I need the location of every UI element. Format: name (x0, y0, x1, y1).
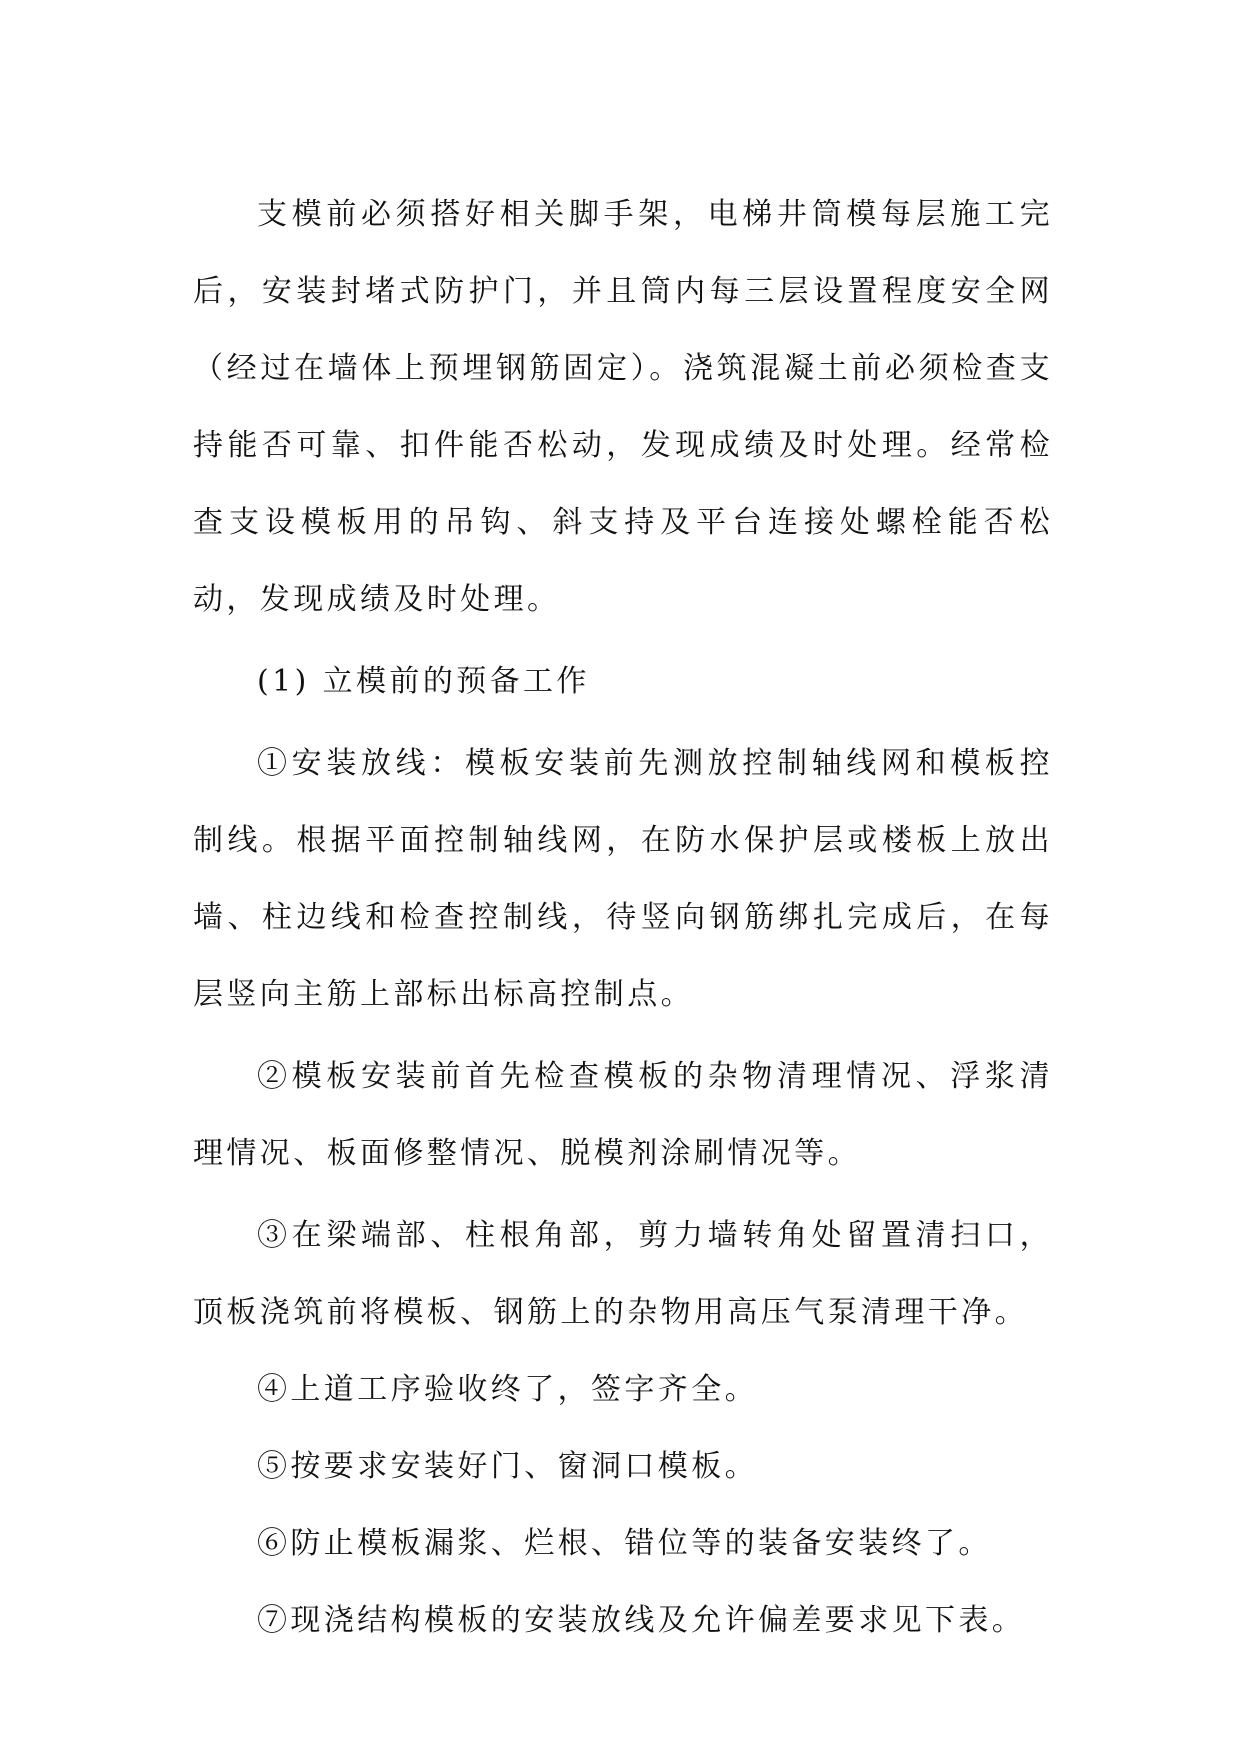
list-item-2: ②模板安装前首先检查模板的杂物清理情况、浮浆清理情况、板面修整情况、脱模剂涂刷情况等。 (193, 1059, 1053, 1171)
list-item-5: ⑤按要求安装好门、窗洞口模板。 (257, 1449, 758, 1484)
list-item-3: ③在梁端部、柱根角部，剪力墙转角处留置清扫口，顶板浇筑前将模板、钢筋上的杂物用高压气泵清理干净。 (193, 1218, 1053, 1330)
paragraph-formwork-safety: 支模前必须搭好相关脚手架，电梯井筒模每层施工完后，安装封堵式防护门，并且筒内每三层设置程度安全网（经过在墙体上预埋钢筋固定）。浇筑混凝土前必须检查支持能否可靠、扣件能否松动，发现成绩及时处理。经常检查支设模板用的吊钩、斜支持及平台连接处螺栓能否松动，发现成绩及时处理。 (193, 197, 1053, 617)
section-heading-preparation: (1) 立模前的预备工作 (257, 664, 590, 699)
document-body (193, 176, 1053, 1659)
list-item-7: ⑦现浇结构模板的安装放线及允许偏差要求见下表。 (257, 1603, 1026, 1638)
list-item-4: ④上道工序验收终了，签字齐全。 (257, 1372, 758, 1407)
list-item-6: ⑥防止模板漏浆、烂根、错位等的装备安装终了。 (257, 1526, 992, 1561)
list-item-1: ①安装放线：模板安装前先测放控制轴线网和模板控制线。根据平面控制轴线网，在防水保护层或楼板上放出墙、柱边线和检查控制线，待竖向钢筋绑扎完成后，在每层竖向主筋上部标出标高控制点。 (193, 746, 1053, 1012)
